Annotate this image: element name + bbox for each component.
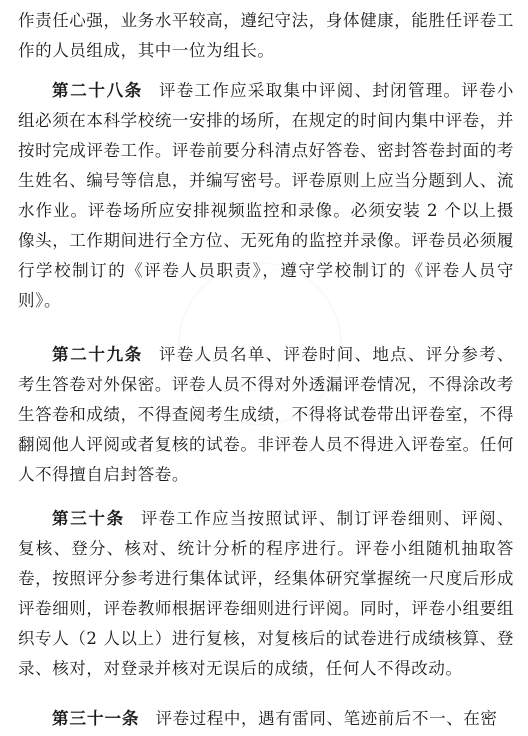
paragraph-text: 评卷工作应采取集中评阅、封闭管理。评卷小组必须在本科学校统一安排的场所，在规定的时间内集中评卷，并按时完成评卷工作。评卷前要分科清点好答卷、密封答卷封面的考生姓名、编号等信息，并编写密号。评卷原则上应当分题到人、流水作业。评卷场所应安排视频监控和录像。必须安装 2 个以上摄像头，工作期间进行全方位、无死角的监控并录像。评卷员必须履行学校制订的《评卷人员职责》，遵守学校制订的《评卷人员守则》。 (18, 81, 514, 310)
paragraph-article-28 (18, 76, 514, 316)
paragraph-text: 评卷工作应当按照试评、制订评卷细则、评阅、复核、登分、核对、统计分析的程序进行。评卷小组随机抽取答卷，按照评分参考进行集体试评，经集体研究掌握统一尺度后形成评卷细则，评卷教师根据评卷细则进行评阅。同时，评卷小组要组织专人（2 人以上）进行复核，对复核后的试卷进行成绩核算、登录、核对，对登录并核对无误后的成绩，任何人不得改动。 (18, 509, 515, 678)
article-heading: 第三十条 (52, 509, 125, 528)
article-heading: 第二十九条 (52, 345, 143, 364)
paragraph-article-31 (18, 704, 514, 734)
article-heading: 第二十八条 (52, 81, 143, 100)
paragraph-article-30 (18, 504, 514, 684)
paragraph-intro-continuation (18, 6, 514, 66)
paragraph-text: 评卷过程中，遇有雷同、笔迹前后不一、在密 (155, 709, 498, 728)
paragraph-article-29 (18, 340, 514, 490)
article-heading: 第三十一条 (52, 709, 140, 728)
paragraph-text: 评卷人员名单、评卷时间、地点、评分参考、考生答卷对外保密。评卷人员不得对外透漏评卷情况，不得涂改考生答卷和成绩，不得查阅考生成绩，不得将试卷带出评卷室，不得翻阅他人评阅或者复核的试卷。非评卷人员不得进入评卷室。任何人不得擅自启封答卷。 (18, 345, 514, 484)
paragraph-text: 作责任心强，业务水平较高，遵纪守法，身体健康，能胜任评卷工作的人员组成，其中一位为组长。 (18, 11, 514, 60)
